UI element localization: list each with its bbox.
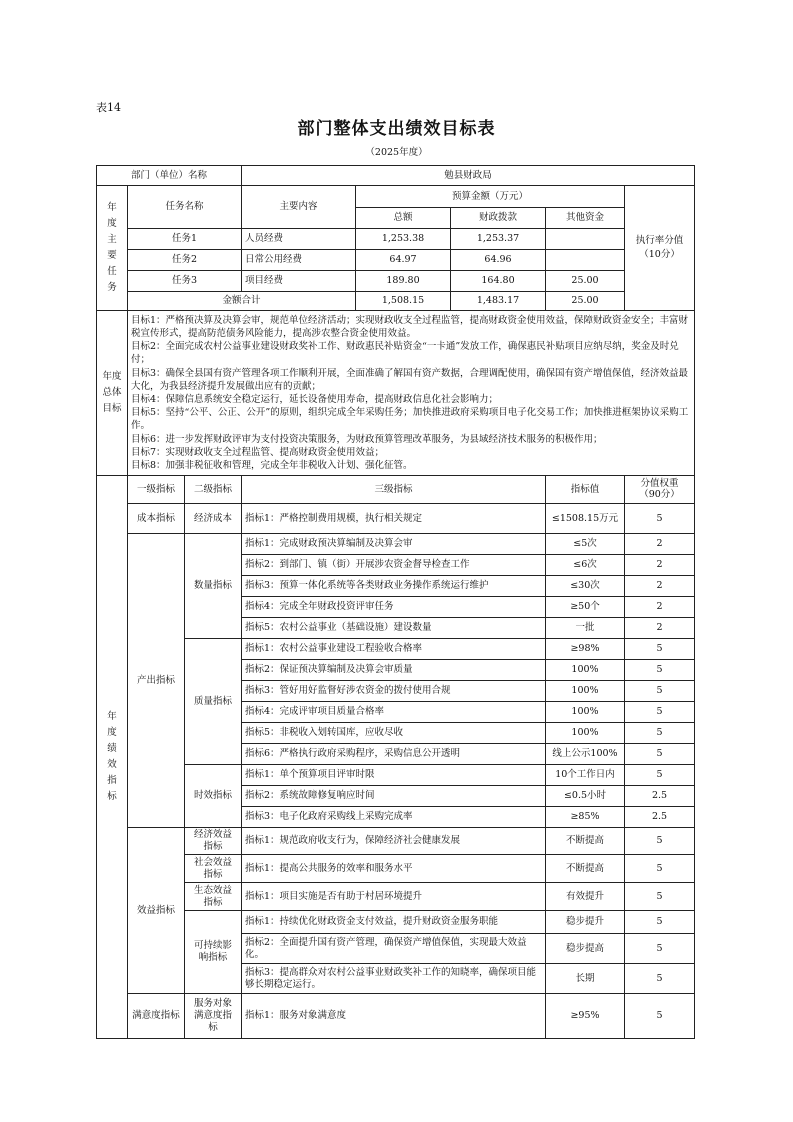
indicator-weight: 5 (625, 883, 695, 911)
header-level1: 一级指标 (128, 476, 185, 504)
level3-indicator: 指标2：全面提升国有资产管理，确保资产增值保值，实现最大效益化。 (242, 934, 546, 964)
level2-indicator: 数量指标 (185, 534, 242, 639)
sum-label: 金额合计 (128, 292, 356, 311)
indicator-value: ≤30次 (546, 576, 625, 597)
level3-indicator: 指标3：管好用好监督好涉农资金的拨付使用合规 (242, 681, 546, 702)
sum-other: 25.00 (546, 292, 625, 311)
level3-indicator: 指标4：完成评审项目质量合格率 (242, 702, 546, 723)
level3-indicator: 指标4：完成全年财政投资评审任务 (242, 597, 546, 618)
indicator-row (97, 994, 695, 1039)
indicator-weight: 5 (625, 828, 695, 855)
task-content: 项目经费 (242, 271, 356, 292)
indicator-row (97, 911, 695, 934)
indicator-weight: 2 (625, 555, 695, 576)
task-fiscal: 64.96 (451, 250, 546, 271)
level3-indicator: 指标3：电子化政府采购线上采购完成率 (242, 807, 546, 828)
indicator-row (97, 534, 695, 555)
indicator-value: 100% (546, 723, 625, 744)
task-other (546, 229, 625, 250)
indicator-value: 不断提高 (546, 828, 625, 855)
dept-label: 部门（单位）名称 (97, 166, 242, 186)
level3-indicator: 指标2：系统故障修复响应时间 (242, 786, 546, 807)
indicator-header-row (97, 476, 695, 504)
indicator-value: 100% (546, 660, 625, 681)
indicator-weight: 2 (625, 576, 695, 597)
level2-indicator: 生态效益指标 (185, 883, 242, 911)
task-name: 任务2 (128, 250, 242, 271)
indicator-row (97, 504, 695, 534)
indicator-value: ≥50个 (546, 597, 625, 618)
task-row (97, 250, 695, 271)
indicator-weight: 5 (625, 934, 695, 964)
level3-indicator: 指标1：项目实施是否有助于村居环境提升 (242, 883, 546, 911)
indicator-weight: 5 (625, 702, 695, 723)
header-weight: 分值权重（90分） (625, 476, 695, 504)
level2-indicator: 可持续影响指标 (185, 911, 242, 994)
indicator-value: 100% (546, 702, 625, 723)
goal-item: 目标3：确保全县国有资产管理各项工作顺利开展，全面准确了解国有资产数据，合理调配使用，确保国有资产增值保值，经济效益最大化，为我县经济提升发展做出应有的贡献； (131, 367, 689, 392)
level3-indicator: 指标1：单个预算项目评审时限 (242, 765, 546, 786)
header-fiscal: 财政拨款 (451, 208, 546, 229)
indicator-value: ≤1508.15万元 (546, 504, 625, 534)
task-total: 189.80 (356, 271, 451, 292)
indicator-value: 线上公示100% (546, 744, 625, 765)
header-value: 指标值 (546, 476, 625, 504)
indicator-value: 不断提高 (546, 855, 625, 883)
indicator-weight: 5 (625, 660, 695, 681)
indicator-weight: 5 (625, 855, 695, 883)
indicator-weight: 5 (625, 911, 695, 934)
main-tasks-table (96, 165, 695, 311)
task-fiscal: 1,253.37 (451, 229, 546, 250)
level3-indicator: 指标5：非税收入划转国库，应收尽收 (242, 723, 546, 744)
level3-indicator: 指标3：预算一体化系统等各类财政业务操作系统运行维护 (242, 576, 546, 597)
task-total: 64.97 (356, 250, 451, 271)
header-level2: 二级指标 (185, 476, 242, 504)
level1-indicator: 效益指标 (128, 828, 185, 994)
indicator-value: 一批 (546, 618, 625, 639)
level3-indicator: 指标1：持续优化财政资金支付效益，提升财政资金服务职能 (242, 911, 546, 934)
fiscal-year: （2025年度） (365, 147, 428, 158)
indicator-weight: 2 (625, 534, 695, 555)
level2-indicator: 时效指标 (185, 765, 242, 828)
indicator-row (97, 883, 695, 911)
indicator-row (97, 828, 695, 855)
indicator-weight: 5 (625, 994, 695, 1039)
indicator-weight: 5 (625, 639, 695, 660)
indicator-row (97, 855, 695, 883)
level1-indicator: 满意度指标 (128, 994, 185, 1039)
indicator-value: ≥98% (546, 639, 625, 660)
level3-indicator: 指标1：规范政府收支行为，保障经济社会健康发展 (242, 828, 546, 855)
page-title: 部门整体支出绩效目标表 (297, 119, 496, 139)
indicator-value: ≥95% (546, 994, 625, 1039)
indicator-value: ≤0.5小时 (546, 786, 625, 807)
indicator-value: ≥85% (546, 807, 625, 828)
task-name: 任务1 (128, 229, 242, 250)
task-name: 任务3 (128, 271, 242, 292)
goal-item: 目标6：进一步发挥财政评审为支付投资决策服务，为财政预算管理改革服务，为县域经济技术服务的积极作用； (131, 433, 603, 445)
task-fiscal: 164.80 (451, 271, 546, 292)
header-content: 主要内容 (242, 186, 356, 229)
level2-indicator: 质量指标 (185, 639, 242, 765)
task-other (546, 250, 625, 271)
performance-indicators-table (96, 475, 695, 1039)
level2-indicator: 社会效益指标 (185, 855, 242, 883)
indicator-value: ≤5次 (546, 534, 625, 555)
indicator-weight: 2.5 (625, 807, 695, 828)
indicator-weight: 2.5 (625, 786, 695, 807)
indicator-weight: 5 (625, 504, 695, 534)
indicator-value: 稳步提升 (546, 911, 625, 934)
goal-item: 目标7：实现财政收支全过程监管、提高财政资金使用效益； (131, 446, 385, 458)
exec-rate-label: 执行率分值（10分） (625, 186, 695, 311)
indicator-weight: 5 (625, 744, 695, 765)
goal-item: 目标1：严格预决算及决算会审，规范单位经济活动；实现财政收支全过程监管，提高财政资金使用效益，保障财政资金安全；丰富财税宣传形式，提高防范债务风险能力，提高涉农整合资金使用效益。 (131, 314, 689, 339)
indicator-value: 稳步提高 (546, 934, 625, 964)
level3-indicator: 指标3：提高群众对农村公益事业财政奖补工作的知晓率，确保项目能够长期稳定运行。 (242, 964, 546, 994)
level2-indicator: 服务对象满意度指标 (185, 994, 242, 1039)
indicator-value: 长期 (546, 964, 625, 994)
level1-indicator: 产出指标 (128, 534, 185, 828)
level3-indicator: 指标2：到部门、镇（街）开展涉农资金督导检查工作 (242, 555, 546, 576)
main-tasks-section-label: 年度主要任务 (97, 186, 128, 311)
level2-indicator: 经济成本 (185, 504, 242, 534)
level3-indicator: 指标1：农村公益事业建设工程验收合格率 (242, 639, 546, 660)
task-content: 日常公用经费 (242, 250, 356, 271)
task-content: 人员经费 (242, 229, 356, 250)
level3-indicator: 指标2：保证预决算编制及决算会审质量 (242, 660, 546, 681)
annual-goals-table (96, 310, 695, 476)
task-other: 25.00 (546, 271, 625, 292)
task-total: 1,253.38 (356, 229, 451, 250)
level1-indicator: 成本指标 (128, 504, 185, 534)
header-task-name: 任务名称 (128, 186, 242, 229)
indicator-row (97, 765, 695, 786)
level3-indicator: 指标1：完成财政预决算编制及决算会审 (242, 534, 546, 555)
indicators-section-label: 年度绩效指标 (97, 476, 128, 1039)
goals-section-label: 年度总体目标 (97, 311, 128, 476)
indicator-weight: 2 (625, 618, 695, 639)
header-total: 总额 (356, 208, 451, 229)
level3-indicator: 指标1：严格控制费用规模，执行相关规定 (242, 504, 546, 534)
indicator-weight: 5 (625, 723, 695, 744)
header-level3: 三级指标 (242, 476, 546, 504)
indicator-weight: 2 (625, 597, 695, 618)
task-row (97, 229, 695, 250)
dept-value: 勉县财政局 (242, 166, 695, 186)
goal-item: 目标8：加强非税征收和管理，完成全年非税收入计划、强化征管。 (131, 460, 413, 472)
indicator-value: 有效提升 (546, 883, 625, 911)
level3-indicator: 指标1：服务对象满意度 (242, 994, 546, 1039)
level2-indicator: 经济效益指标 (185, 828, 242, 855)
goal-item: 目标4：保障信息系统安全稳定运行，延长设备使用寿命，提高财政信息化社会影响力； (131, 394, 499, 405)
indicator-value: 10个工作日内 (546, 765, 625, 786)
task-row (97, 271, 695, 292)
header-other: 其他资金 (546, 208, 625, 229)
indicator-value: ≤6次 (546, 555, 625, 576)
goals-list (128, 311, 695, 476)
header-budget: 预算金额（万元） (356, 186, 625, 208)
level3-indicator: 指标6：严格执行政府采购程序，采购信息公开透明 (242, 744, 546, 765)
sum-row (97, 292, 695, 311)
indicator-weight: 5 (625, 765, 695, 786)
goal-item: 目标5：坚持“公平、公正、公开”的原则，组织完成全年采购任务；加快推进政府采购项目电子化交易工作；加快推进框架协议采购工作。 (131, 407, 689, 432)
table-number: 表14 (96, 101, 121, 114)
goal-item: 目标2：全面完成农村公益事业建设财政奖补工作、财政惠民补贴资金“一卡通”发放工作，确保惠民补贴项目应纳尽纳，奖金及时兑付； (131, 341, 679, 366)
indicator-row (97, 639, 695, 660)
level3-indicator: 指标1：提高公共服务的效率和服务水平 (242, 855, 546, 883)
indicator-value: 100% (546, 681, 625, 702)
indicator-weight: 5 (625, 681, 695, 702)
level3-indicator: 指标5：农村公益事业（基础设施）建设数量 (242, 618, 546, 639)
sum-total: 1,508.15 (356, 292, 451, 311)
indicator-weight: 5 (625, 964, 695, 994)
sum-fiscal: 1,483.17 (451, 292, 546, 311)
